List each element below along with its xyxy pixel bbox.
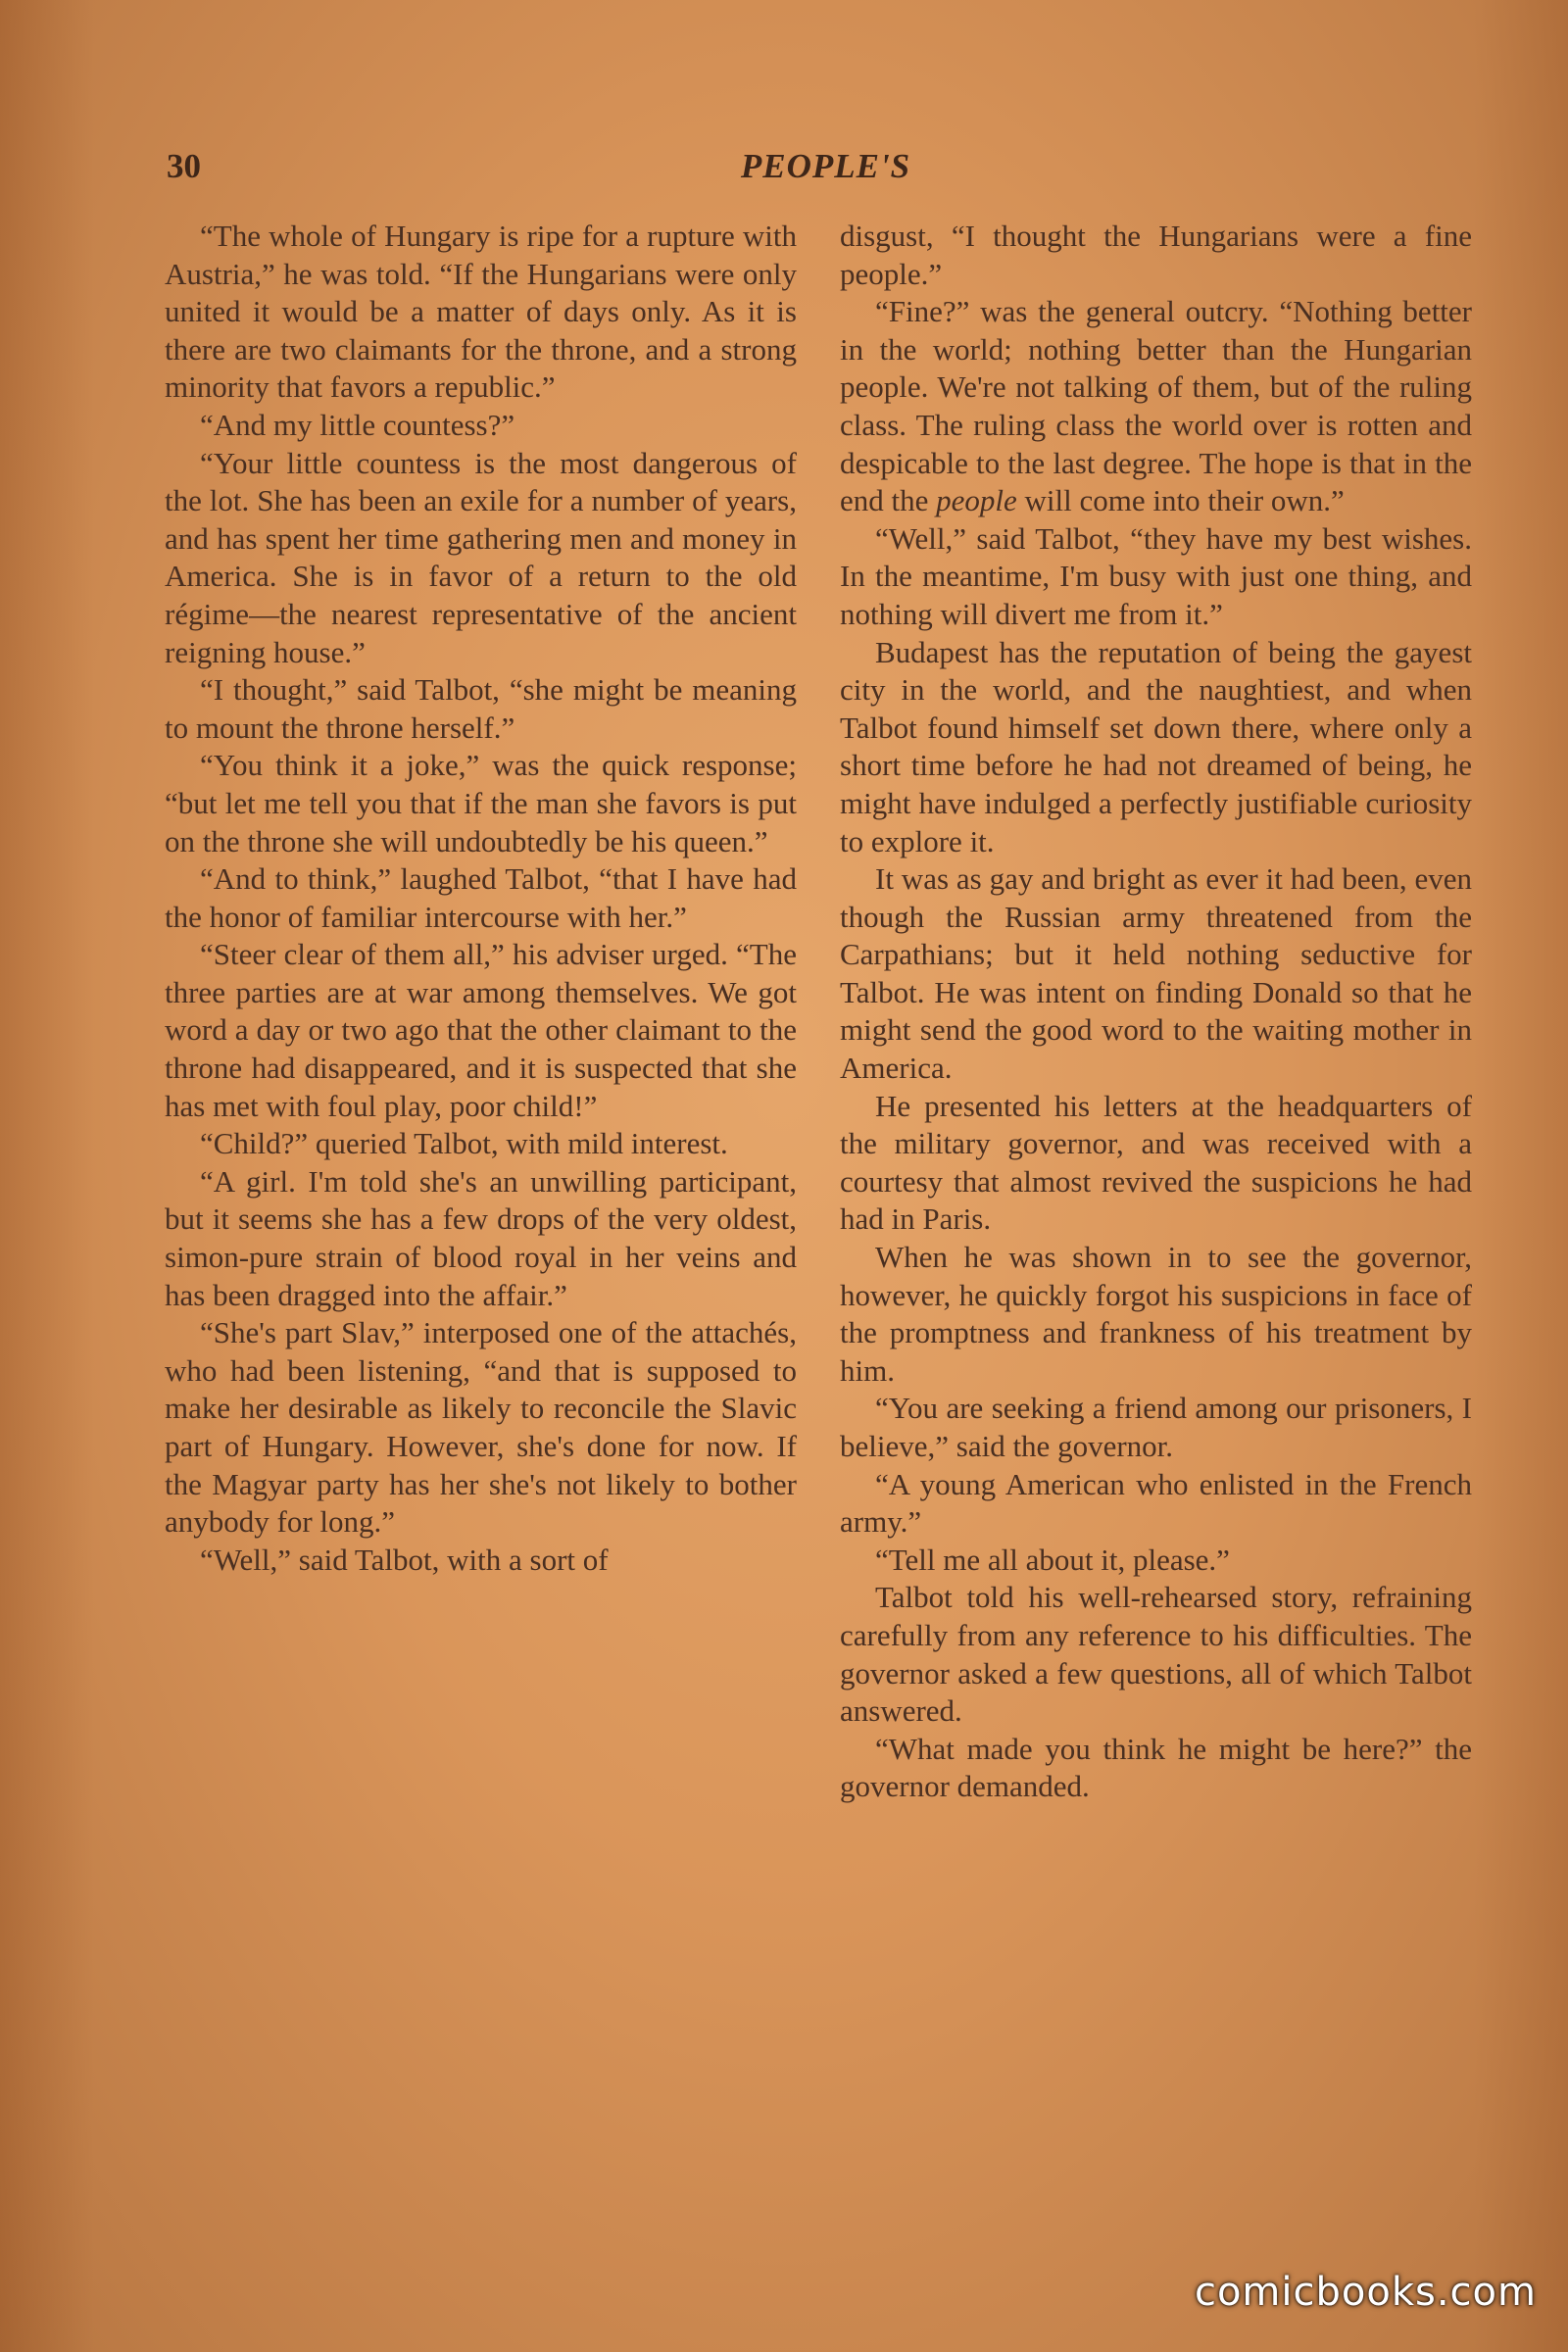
paragraph: “Well,” said Talbot, with a sort of [200,1542,609,1577]
paragraph: When he was shown in to see the governor, however, he quickly forgot his suspicions in face of the promptness and frankness of his treatment by him. [840,1240,1472,1388]
paragraph: “A young American who enlisted in the French army.” [840,1466,1472,1540]
paragraph: Talbot told his well-rehearsed story, refraining carefully from any reference to his difficulties. The governor asked a few questions, all of which Talbot answered. [840,1580,1472,1729]
paragraph: “Your little countess is the most dangerous of the lot. She has been an exile for a number of years, and has spent her time gathering men and money in America. She is in favor of a return to the old régime—the nearest representative of the ancient reigning house.” [165,445,797,669]
page-header [167,147,1485,196]
paragraph [840,293,1472,520]
paragraph: “A girl. I'm told she's an unwilling participant, but it seems she has a few drops of the very oldest, simon-pure strain of blood royal in her veins and has been dragged into the affair.” [165,1163,797,1312]
paragraph: “She's part Slav,” interposed one of the attachés, who had been listening, “and that is supposed to make her desirable as likely to reconcile the Slavic part of Hungary. However, she's done for now. If the Magyar party has her she's not likely to bother anybody for long.” [165,1315,797,1540]
paragraph: “You are seeking a friend among our prisoners, I believe,” said the governor. [840,1391,1472,1463]
left-column [165,218,797,1579]
paragraph: “You think it a joke,” was the quick response; “but let me tell you that if the man she favors is put on the throne she will undoubtedly be his queen.” [165,748,797,858]
right-column [840,218,1472,1806]
paragraph: “Child?” queried Talbot, with mild interest. [200,1126,728,1161]
watermark: comicbooks.com [1194,2270,1537,2315]
emphasis-text: people [936,483,1017,518]
paragraph: “I thought,” said Talbot, “she might be meaning to mount the throne herself.” [165,672,797,745]
paragraph: “And to think,” laughed Talbot, “that I have had the honor of familiar intercourse with her.” [165,861,797,934]
paragraph: Budapest has the reputation of being the gayest city in the world, and the naughtiest, and when Talbot found himself set down there, where only a short time before he had not dreamed of being, he might have indulged a perfectly justifiable curiosity to explore it. [840,634,1472,858]
continued-paragraph: disgust, “I thought the Hungarians were a fine people.” [840,219,1472,291]
paragraph-text: will come into their own.” [1016,483,1345,518]
paragraph: “Well,” said Talbot, “they have my best wishes. In the meantime, I'm busy with just one thing, and nothing will divert me from it.” [840,520,1472,631]
paragraph: “The whole of Hungary is ripe for a rupture with Austria,” he was told. “If the Hungarians were only united it would be a matter of days only. As it is there are two claimants for the throne, and a strong minority that favors a republic.” [165,219,797,405]
running-head: PEOPLE'S [740,147,911,185]
paragraph: “Tell me all about it, please.” [875,1542,1230,1577]
paragraph-text: “Fine?” was the general outcry. “Nothing better in the world; nothing better than the Hungarian people. We're not talking of them, but of the ruling class. The ruling class the world over is rotten and despicable to the last degree. The hope is that in the end the [840,294,1472,518]
paragraph: “And my little countess?” [200,407,515,442]
paragraph: “What made you think he might be here?” the governor demanded. [840,1731,1472,1804]
paragraph: “Steer clear of them all,” his adviser urged. “The three parties are at war among themselves. We got word a day or two ago that the other claimant to the throne had disappeared, and it is suspected that she has met with foul play, poor child!” [165,937,797,1123]
paragraph: It was as gay and bright as ever it had been, even though the Russian army threatened from the Carpathians; but it held nothing seductive for Talbot. He was intent on finding Donald so that he might send the good word to the waiting mother in America. [840,861,1472,1086]
paragraph: He presented his letters at the headquarters of the military governor, and was received with a courtesy that almost revived the suspicions he had had in Paris. [840,1088,1472,1237]
page-number: 30 [167,147,201,185]
